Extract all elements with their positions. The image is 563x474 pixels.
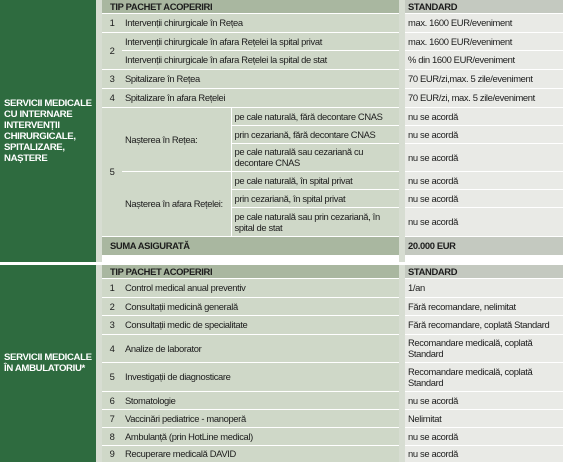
coverage-label: Intervenții chirurgicale în afara Rețelei la spital de stat bbox=[122, 50, 399, 69]
row-number: 3 bbox=[102, 69, 122, 88]
birth-option-value: nu se acordă bbox=[405, 125, 563, 143]
birth-option-label: pe cale naturală, în spital privat bbox=[231, 171, 399, 189]
row-number: 2 bbox=[102, 32, 122, 69]
coverage-value: 70 EUR/zi, max. 5 zile/eveniment bbox=[405, 88, 563, 107]
birth-option-value: nu se acordă bbox=[405, 143, 563, 171]
service-value: nu se acordă bbox=[405, 427, 563, 445]
sum-insured-value: 20.000 EUR bbox=[405, 236, 563, 255]
section1-header-plan: STANDARD bbox=[405, 0, 563, 13]
row-number: 5 bbox=[102, 362, 122, 391]
birth-option-label: pe cale naturală, fără decontare CNAS bbox=[231, 107, 399, 125]
service-label: Control medical anual preventiv bbox=[122, 278, 399, 297]
birth-option-value: nu se acordă bbox=[405, 189, 563, 207]
service-label: Ambulanță (prin HotLine medical) bbox=[122, 427, 399, 445]
service-label: Consultații medic de specialitate bbox=[122, 315, 399, 334]
coverage-label: Spitalizare în Rețea bbox=[122, 69, 399, 88]
coverage-label: Intervenții chirurgicale în afara Rețelei la spital privat bbox=[122, 32, 399, 50]
service-label: Analize de laborator bbox=[122, 334, 399, 362]
coverage-value: % din 1600 EUR/eveniment bbox=[405, 50, 563, 69]
row-number: 3 bbox=[102, 315, 122, 334]
service-value: nu se acordă bbox=[405, 445, 563, 462]
section2-title: SERVICII MEDICALE ÎN AMBULATORIU* bbox=[0, 265, 96, 462]
service-label: Stomatologie bbox=[122, 391, 399, 409]
section2-header-row bbox=[0, 265, 563, 278]
row-number: 1 bbox=[102, 13, 122, 32]
service-label: Investigații de diagnosticare bbox=[122, 362, 399, 391]
coverage-label: Intervenții chirurgicale în Rețea bbox=[122, 13, 399, 32]
row-number: 6 bbox=[102, 391, 122, 409]
birth-group-label: Nașterea în Rețea: bbox=[122, 107, 231, 171]
row-number: 4 bbox=[102, 88, 122, 107]
service-label: Recuperare medicală DAVID bbox=[122, 445, 399, 462]
service-value: Nelimitat bbox=[405, 409, 563, 427]
birth-option-value: nu se acordă bbox=[405, 107, 563, 125]
service-value: Fără recomandare, coplată Standard bbox=[405, 315, 563, 334]
service-value: Fără recomandare, nelimitat bbox=[405, 297, 563, 315]
section1-header-row bbox=[0, 0, 563, 13]
row-number: 2 bbox=[102, 297, 122, 315]
birth-option-label: prin cezariană, fără decontare CNAS bbox=[231, 125, 399, 143]
coverage-value: max. 1600 EUR/eveniment bbox=[405, 13, 563, 32]
service-value: Recomandare medicală, coplată Standard bbox=[405, 362, 563, 391]
row-number: 5 bbox=[102, 107, 122, 236]
row-number: 7 bbox=[102, 409, 122, 427]
row-number: 9 bbox=[102, 445, 122, 462]
service-value: nu se acordă bbox=[405, 391, 563, 409]
sum-insured-label: SUMA ASIGURATĂ bbox=[102, 236, 399, 255]
birth-group-label: Nașterea în afara Rețelei: bbox=[122, 171, 231, 236]
section2-header-plan: STANDARD bbox=[405, 265, 563, 278]
row-number: 4 bbox=[102, 334, 122, 362]
section2-header-type: TIP PACHET ACOPERIRI bbox=[102, 265, 399, 278]
birth-option-label: prin cezariană, în spital privat bbox=[231, 189, 399, 207]
birth-option-label: pe cale naturală sau cezariană cu decontare CNAS bbox=[231, 143, 399, 171]
coverage-value: 70 EUR/zi,max. 5 zile/eveniment bbox=[405, 69, 563, 88]
section1-header-type: TIP PACHET ACOPERIRI bbox=[102, 0, 399, 13]
birth-option-value: nu se acordă bbox=[405, 207, 563, 236]
coverage-label: Spitalizare în afara Rețelei bbox=[122, 88, 399, 107]
service-value: 1/an bbox=[405, 278, 563, 297]
birth-option-value: nu se acordă bbox=[405, 171, 563, 189]
service-value: Recomandare medicală, coplată Standard bbox=[405, 334, 563, 362]
row-number: 8 bbox=[102, 427, 122, 445]
coverage-value: max. 1600 EUR/eveniment bbox=[405, 32, 563, 50]
service-label: Vaccinări pediatrice - manoperă bbox=[122, 409, 399, 427]
service-label: Consultații medicină generală bbox=[122, 297, 399, 315]
section1-title: SERVICII MEDICALE CU INTERNARE INTERVENȚII CHIRURGICALE, SPITALIZARE, NAȘTERE bbox=[0, 0, 96, 262]
row-number: 1 bbox=[102, 278, 122, 297]
birth-option-label: pe cale naturală sau prin cezariană, în spital de stat bbox=[231, 207, 399, 236]
